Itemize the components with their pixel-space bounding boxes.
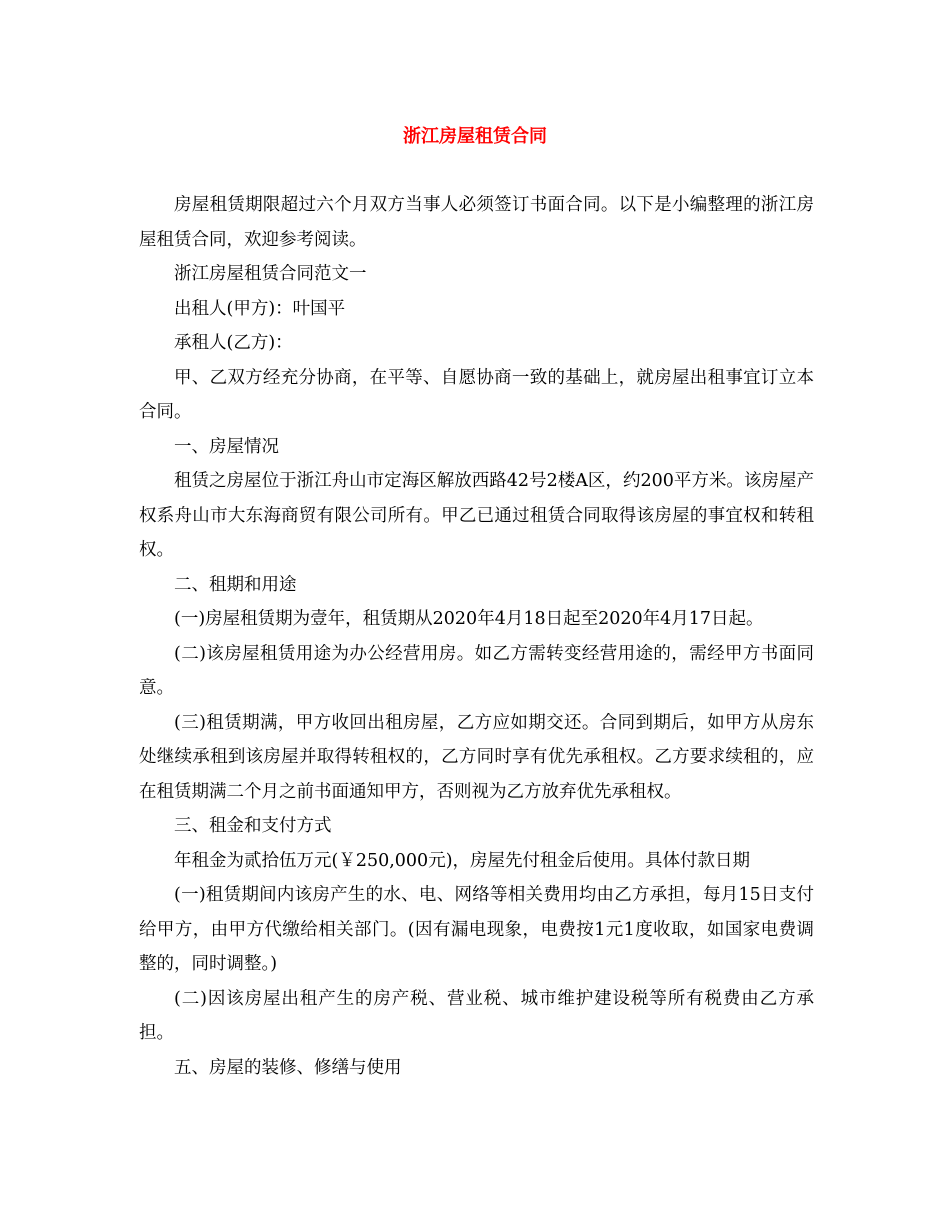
paragraph-term-3: (三)租赁期满，甲方收回出租房屋，乙方应如期交还。合同到期后，如甲方从房东处继续承租到该房屋并取得转租权的，乙方同时享有优先承租权。乙方要求续租的，应在租赁期满二个月之前书面通知甲方，否则视为乙方放弃优先承租权。 xyxy=(139,712,814,802)
paragraph-term-1: (一)房屋租赁期为壹年，租赁期从2020年4月18日起至2020年4月17日起。 xyxy=(174,609,764,629)
paragraph-lessee: 承租人(乙方)： xyxy=(174,333,293,353)
paragraph-rent-1: (一)租赁期间内该房产生的水、电、网络等相关费用均由乙方承担，每月15日支付给甲方，由甲方代缴给相关部门。(因有漏电现象，电费按1元1度收取，如国家电费调整的，同时调整。) xyxy=(139,885,814,974)
paragraph-house-details: 租赁之房屋位于浙江舟山市定海区解放西路42号2楼A区，约200平方米。该房屋产权系舟山市大东海商贸有限公司所有。甲乙已通过租赁合同取得该房屋的事宜权和转租权。 xyxy=(139,471,814,560)
section-heading-renovation: 五、房屋的装修、修缮与使用 xyxy=(174,1057,402,1078)
document-body xyxy=(139,188,814,1085)
paragraph-agreement: 甲、乙双方经充分协商，在平等、自愿协商一致的基础上，就房屋出租事宜订立本合同。 xyxy=(139,367,814,422)
document-title: 浙江房屋租赁合同 xyxy=(403,126,547,147)
paragraph-sample-heading: 浙江房屋租赁合同范文一 xyxy=(174,264,367,284)
paragraph-lessor: 出租人(甲方)：叶国平 xyxy=(174,298,346,319)
section-heading-term: 二、租期和用途 xyxy=(174,574,297,595)
paragraph-rent: 年租金为贰拾伍万元(￥250,000元)，房屋先付租金后使用。具体付款日期 xyxy=(174,850,751,871)
paragraph-intro: 房屋租赁期限超过六个月双方当事人必须签订书面合同。以下是小编整理的浙江房屋租赁合同，欢迎参考阅读。 xyxy=(139,195,814,250)
section-heading-house: 一、房屋情况 xyxy=(174,436,279,457)
paragraph-term-2: (二)该房屋租赁用途为办公经营用房。如乙方需转变经营用途的，需经甲方书面同意。 xyxy=(139,643,814,698)
section-heading-rent: 三、租金和支付方式 xyxy=(174,816,332,836)
paragraph-rent-2: (二)因该房屋出租产生的房产税、营业税、城市维护建设税等所有税费由乙方承担。 xyxy=(139,988,814,1043)
